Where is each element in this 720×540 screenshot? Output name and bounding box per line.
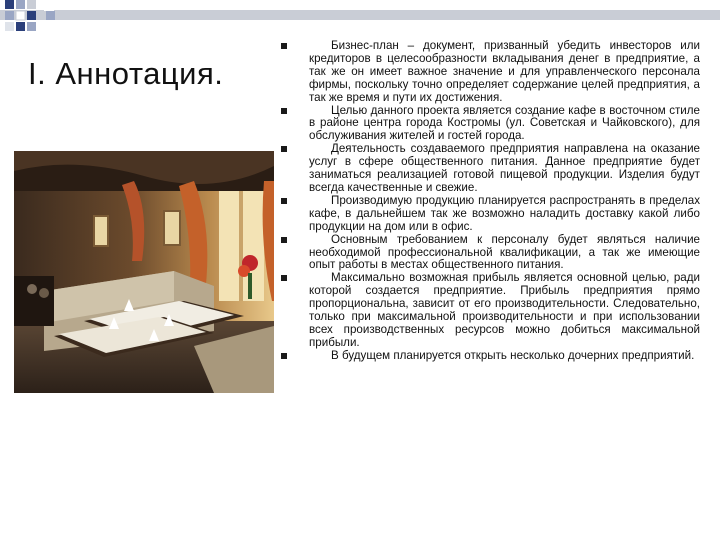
annotation-list: [280, 40, 700, 363]
paragraph-text: Целью данного проекта является создание кафе в восточном стиле в районе центра города Костромы (ул. Советская и Чайковского), для обслуживания жителей и гостей города.: [309, 103, 700, 143]
list-item: [280, 105, 700, 144]
bullet-square-icon: [281, 275, 287, 281]
cafe-interior-photo: [14, 151, 274, 393]
list-item: [280, 40, 700, 105]
paragraph-text: Максимально возможная прибыль является основной целью, ради которой создается предприятие. Прибыль предприятия прямо пропорциональна, зависит от его производительности. Следовательно, только при максимальной производительности и при использовании всех производственных ресурсов можно добиться максимальной прибыли.: [309, 271, 700, 349]
paragraph-text: Деятельность создаваемого предприятия направлена на оказание услуг в сфере общественного питания. Данное предприятие будет заниматься реализацией готовой пищевой продукции. Изделия будут всегда качественные и свежие.: [309, 142, 700, 194]
list-item: [280, 272, 700, 349]
paragraph-text: Производимую продукцию планируется распространять в пределах кафе, в дальнейшем так же возможно наладить доставку какой либо продукции на дом или в офис.: [309, 193, 700, 233]
bullet-square-icon: [281, 237, 287, 243]
bullet-square-icon: [281, 198, 287, 204]
paragraph-text: Основным требованием к персоналу будет являться наличие необходимой профессиональной квалификации, а так же имеющие опыт работы в местах общественного питания.: [309, 232, 700, 272]
bullet-square-icon: [281, 43, 287, 49]
list-item: [280, 143, 700, 195]
paragraph-text: Бизнес-план – документ, призванный убедить инвесторов или кредиторов в целесообразности вкладывания денег в предприятие, а так же он имеет важное значение и для управленческого персонала фирмы, поскольку точно определяет содержание целей предприятия, а так же время и пути их достижения.: [309, 39, 700, 104]
list-item: [280, 195, 700, 234]
bullet-square-icon: [281, 353, 287, 359]
list-item: [280, 234, 700, 273]
bullet-square-icon: [281, 146, 287, 152]
list-item: [280, 350, 700, 363]
header-decoration: [0, 0, 720, 40]
slide-title: I. Аннотация.: [28, 56, 224, 91]
bullet-square-icon: [281, 108, 287, 114]
paragraph-text: В будущем планируется открыть несколько дочерних предприятий.: [331, 348, 695, 362]
